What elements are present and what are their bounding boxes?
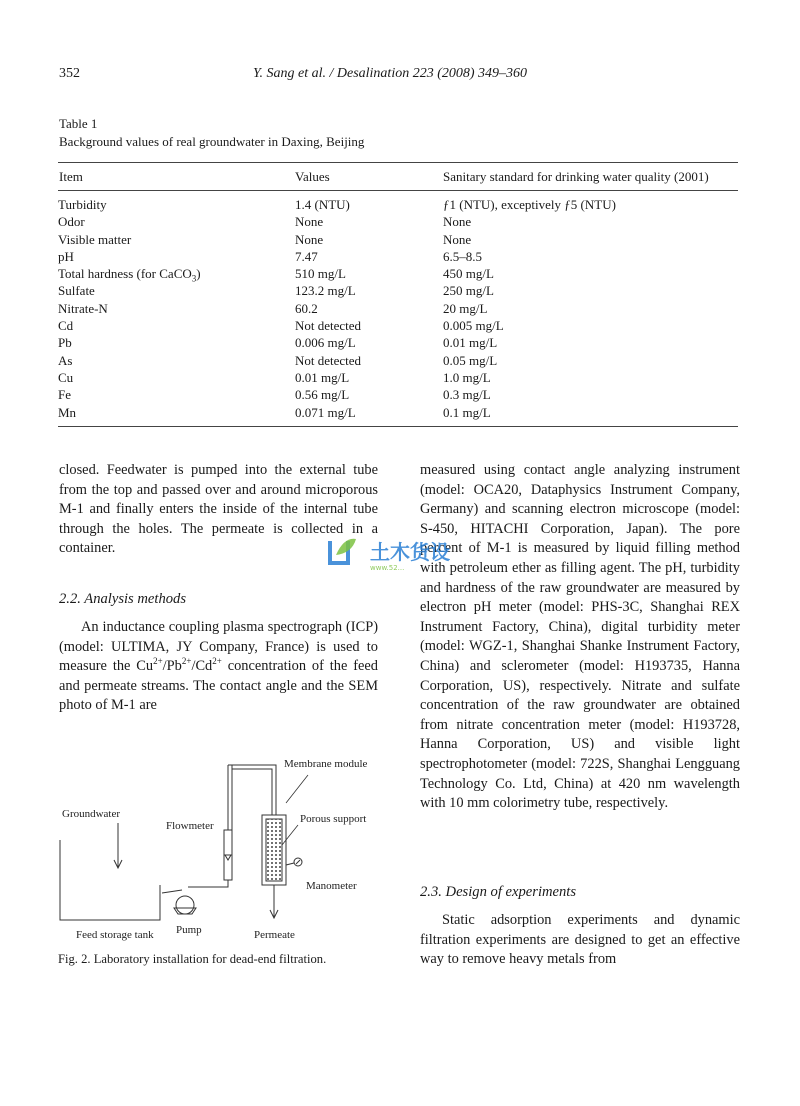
table-row [58,386,616,403]
table-row [58,334,616,351]
right-paragraph-2 [420,911,740,970]
section-2-2-title: 2.2. Analysis methods [59,591,187,607]
right-paragraph-1 [420,461,740,814]
table-top-rule [58,162,738,163]
table-header-values: Values [295,169,330,184]
table-cell-value: 7.47 [295,248,318,264]
page-number: 352 [59,66,80,81]
table-cell-item: pH [58,248,74,264]
table-cell-standard: 0.01 mg/L [443,335,498,351]
table-cell-item: Pb [58,335,72,351]
left-paragraph-2 [59,618,378,716]
table-cell-item: Cu [58,369,74,385]
table-cell-standard: 0.3 mg/L [443,387,491,403]
watermark-text: 土木货设 [370,540,450,564]
filtration-diagram [58,745,378,945]
manometer-stem [286,863,294,865]
table-cell-item: Turbidity [58,197,107,212]
leader-membrane [286,775,308,803]
watermark-url: www.52... [370,564,405,572]
label-feed-tank: Feed storage tank [76,929,154,941]
table-cell-item: Fe [58,387,71,403]
section-2-3-title: 2.3. Design of experiments [420,884,577,900]
table-cell-item: Cd [58,318,74,334]
table-label: Table 1 [59,116,98,131]
cu-charge: 2+ [153,656,163,667]
pb-charge: 2+ [181,656,192,667]
feed-pipe [188,857,228,887]
table-cell-item: Mn [58,404,77,420]
table-cell-item: Total hardness (for CaCO$_3$) [58,266,201,284]
table-cell-value: Not detected [295,352,362,368]
table-cell-item: Visible matter [58,231,132,247]
table-caption [59,115,364,151]
label-pump: Pump [176,924,202,936]
right-paragraph-1-text: measured using contact angle analyzing instrument (model: OCA20, Dataphysics Instrument Company, Germany) and scanning electron microscope (model: S-450, HITACHI Corporation, Japan). The pore percent of M-1 is measured by liquid filling method with petroleum ether as filling agent. The pH, turbidity and hardness of the raw groundwater are measured by electron pH meter (model: PHS-3C, Shanghai REX Instrument Factory, China), digital turbidity meter (model: WGZ-1, Shanghai Shanke Instrument Factory, China) and sclerometer (model: H193735, Hanna Corporation, US), respectively. Nitrate and sulfate concentration of the raw groundwater are obtained from nitrate concentration meter (model: H193728, Hanna Corporation, US) and visible light spectrophotometer (model: 722S, Shanghai Lengguang Technology Co. Ltd, China) at 420 nm wavelength with 10 mm colorimetry tube, respectively. [420,462,740,812]
table-row [58,317,616,334]
label-groundwater: Groundwater [62,808,121,820]
table-header-standard: Sanitary standard for drinking water quality (2001) [443,169,709,184]
table-cell-item: Odor [58,214,85,230]
table-cell-item: Nitrate-N [58,300,108,316]
site-watermark [326,533,476,573]
manometer-needle [296,860,300,864]
figure-caption: Fig. 2. Laboratory installation for dead-end filtration. [58,952,327,966]
p2-sep-2: /Cd [191,658,213,675]
table-cell-standard: 0.05 mg/L [443,352,498,368]
table-row [58,231,616,248]
table-cell-value: 123.2 mg/L [295,283,356,299]
table-cell-value: None [295,214,324,230]
table-row [58,282,616,299]
left-paragraph-1-text: closed. Feedwater is pumped into the external tube from the top and passed over and around microporous M-1 and finally enters the inside of the internal tube through the holes. The permeate is collected in a container. [59,462,378,557]
table-cell-standard: None [443,214,472,230]
table-header-item: Item [59,169,83,184]
groundwater-table [58,196,616,421]
table-bottom-rule [58,426,738,427]
table-row [58,369,616,386]
p2-part-b: concentration of the feed and permeate streams. The contact angle and the SEM photo of M-1 are [59,658,378,714]
table-cell-standard: 250 mg/L [443,283,494,299]
table-cell-value: 0.01 mg/L [295,369,350,385]
p2-sep-1: /Pb [162,658,182,675]
table-cell-value: 60.2 [295,300,318,316]
table-cell-value: Not detected [295,318,362,334]
running-title: Y. Sang et al. / Desalination 223 (2008) 349–360 [253,66,528,81]
table-cell-standard: 0.1 mg/L [443,404,491,420]
table-row [58,248,616,265]
table-row [58,196,616,213]
p2-part-a: An inductance coupling plasma spectrograph (ICP) (model: ULTIMA, JY Company, France) is used to measure the Cu [59,619,378,675]
right-paragraph-2-text: Static adsorption experiments and dynamic filtration experiments are designed to get an effective way to remove heavy metals from [420,912,740,968]
label-flowmeter: Flowmeter [166,820,214,832]
table-cell-standard: ƒ1 (NTU), exceptively ƒ5 (NTU) [443,197,616,212]
table-cell-standard: 0.005 mg/L [443,318,504,334]
table-cell-standard: None [443,231,472,247]
label-porous-support: Porous support [300,813,367,825]
table-cell-standard: 6.5–8.5 [443,248,482,264]
table-cell-value: None [295,231,324,247]
table-cell-value: 0.071 mg/L [295,404,356,420]
table-row [58,213,616,230]
table-row [58,300,616,317]
pump-icon [176,896,194,914]
table-row [58,352,616,369]
porous-support [266,819,282,881]
label-membrane-module: Membrane module [284,758,368,770]
table-cell-value: 510 mg/L [295,266,346,282]
table-cell-standard: 450 mg/L [443,266,494,282]
table-cell-value: 0.56 mg/L [295,387,350,403]
table-title: Background values of real groundwater in Daxing, Beijing [59,134,365,149]
table-cell-standard: 20 mg/L [443,300,488,316]
feed-tank [60,840,160,920]
table-row [58,404,616,421]
table-header-rule [58,190,738,191]
table-cell-value: 0.006 mg/L [295,335,356,351]
table-cell-item: As [58,352,73,368]
table-row [58,265,616,282]
intake-pipe [162,890,182,893]
table-cell-standard: 1.0 mg/L [443,369,491,385]
label-permeate: Permeate [254,929,295,941]
table-cell-value: 1.4 (NTU) [295,197,350,212]
table-cell-item: Sulfate [58,283,95,299]
cd-charge: 2+ [212,656,222,667]
label-manometer: Manometer [306,880,357,892]
